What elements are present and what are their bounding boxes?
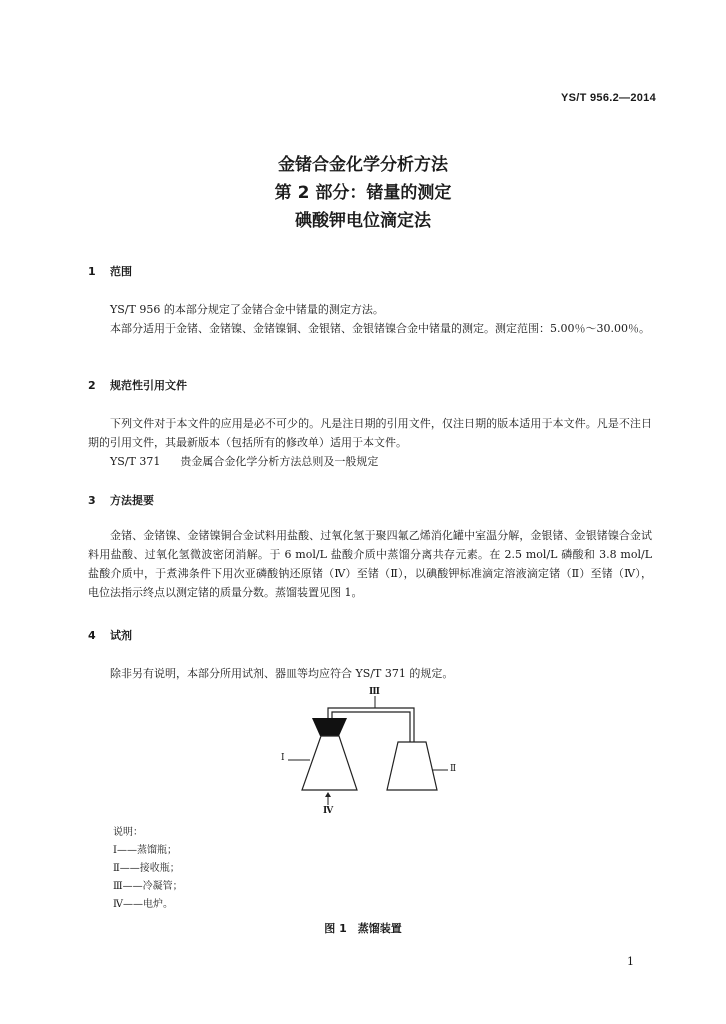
label-distillation-flask: Ⅰ [281,753,285,763]
page-number: 1 [627,955,634,968]
document-title: 金锗合金化学分析方法 [278,155,448,175]
flask-stopper [312,718,347,736]
section-number: 4 [88,629,96,642]
document-subtitle: 第 2 部分：锗量的测定 [274,183,452,203]
legend-item: Ⅱ——接收瓶； [113,863,180,874]
paragraph: YS/T 956 的本部分规定了金锗合金中锗量的测定方法。 [110,303,384,316]
section-heading-reagents [88,627,132,643]
legend-title: 说明： [113,827,143,838]
heater-arrowhead [325,792,331,797]
section-title: 范围 [110,265,132,278]
legend-item: Ⅰ——蒸馏瓶； [113,845,177,856]
receiving-flask [387,742,437,790]
standard-code: YS/T 956.2—2014 [560,92,656,104]
section-heading-method-principle [88,492,154,508]
paragraph: 下列文件对于本文件的应用是必不可少的。凡是注日期的引用文件，仅注日期的版本适用于本文件。凡是不注日期的引用文件，其最新版本（包括所有的修改单）适用于本文件。 [88,417,652,449]
legend-item: Ⅳ——电炉。 [113,899,173,910]
distillation-flask [302,736,357,790]
paragraph: 金锗、金锗镍、金锗镍铜合金试料用盐酸、过氧化氢于聚四氟乙烯消化罐中室温分解，金银锗、金银锗镍合金试料用盐酸、过氧化氢微波密闭消解。于 6 mol/L 盐酸介质中蒸馏分离共存元素。在 2.5 mol/L 磷酸和 3.8 mol/L 盐酸介质中，于煮沸条件下用次亚磷酸钠还原锗（Ⅳ）至锗（Ⅱ），以碘酸钾标准滴定溶液滴定锗（Ⅱ）至锗（Ⅳ），电位法指示终点以测定锗的质量分数。蒸馏装置见图 1。 [88,529,652,599]
section-number: 1 [88,265,96,278]
legend-item: Ⅲ——冷凝管； [113,881,183,892]
paragraph: 除非另有说明，本部分所用试剂、器皿等均应符合 YS/T 371 的规定。 [110,667,454,680]
section-title: 方法提要 [110,494,154,507]
section-number: 2 [88,379,96,392]
section-heading-normative-references [88,377,187,393]
label-receiving-flask: Ⅱ [450,764,457,774]
section-heading-scope [88,263,132,279]
paragraph: 本部分适用于金锗、金锗镍、金锗镍铜、金银锗、金银锗镍合金中锗量的测定。测定范围：5.00％～30.00％。 [110,322,650,335]
section-title: 规范性引用文件 [110,379,187,392]
method-title: 碘酸钾电位滴定法 [295,211,431,231]
reference-code: YS/T 371 [110,455,161,468]
section-number: 3 [88,494,96,507]
distillation-apparatus-diagram [285,684,455,814]
label-electric-furnace: Ⅳ [323,806,334,816]
reference-item [110,453,378,469]
reference-title: 贵金属合金化学分析方法总则及一般规定 [180,455,379,468]
figure-caption: 图 1 蒸馏装置 [324,922,402,935]
label-condenser: Ⅲ [369,687,380,697]
section-title: 试剂 [110,629,132,642]
